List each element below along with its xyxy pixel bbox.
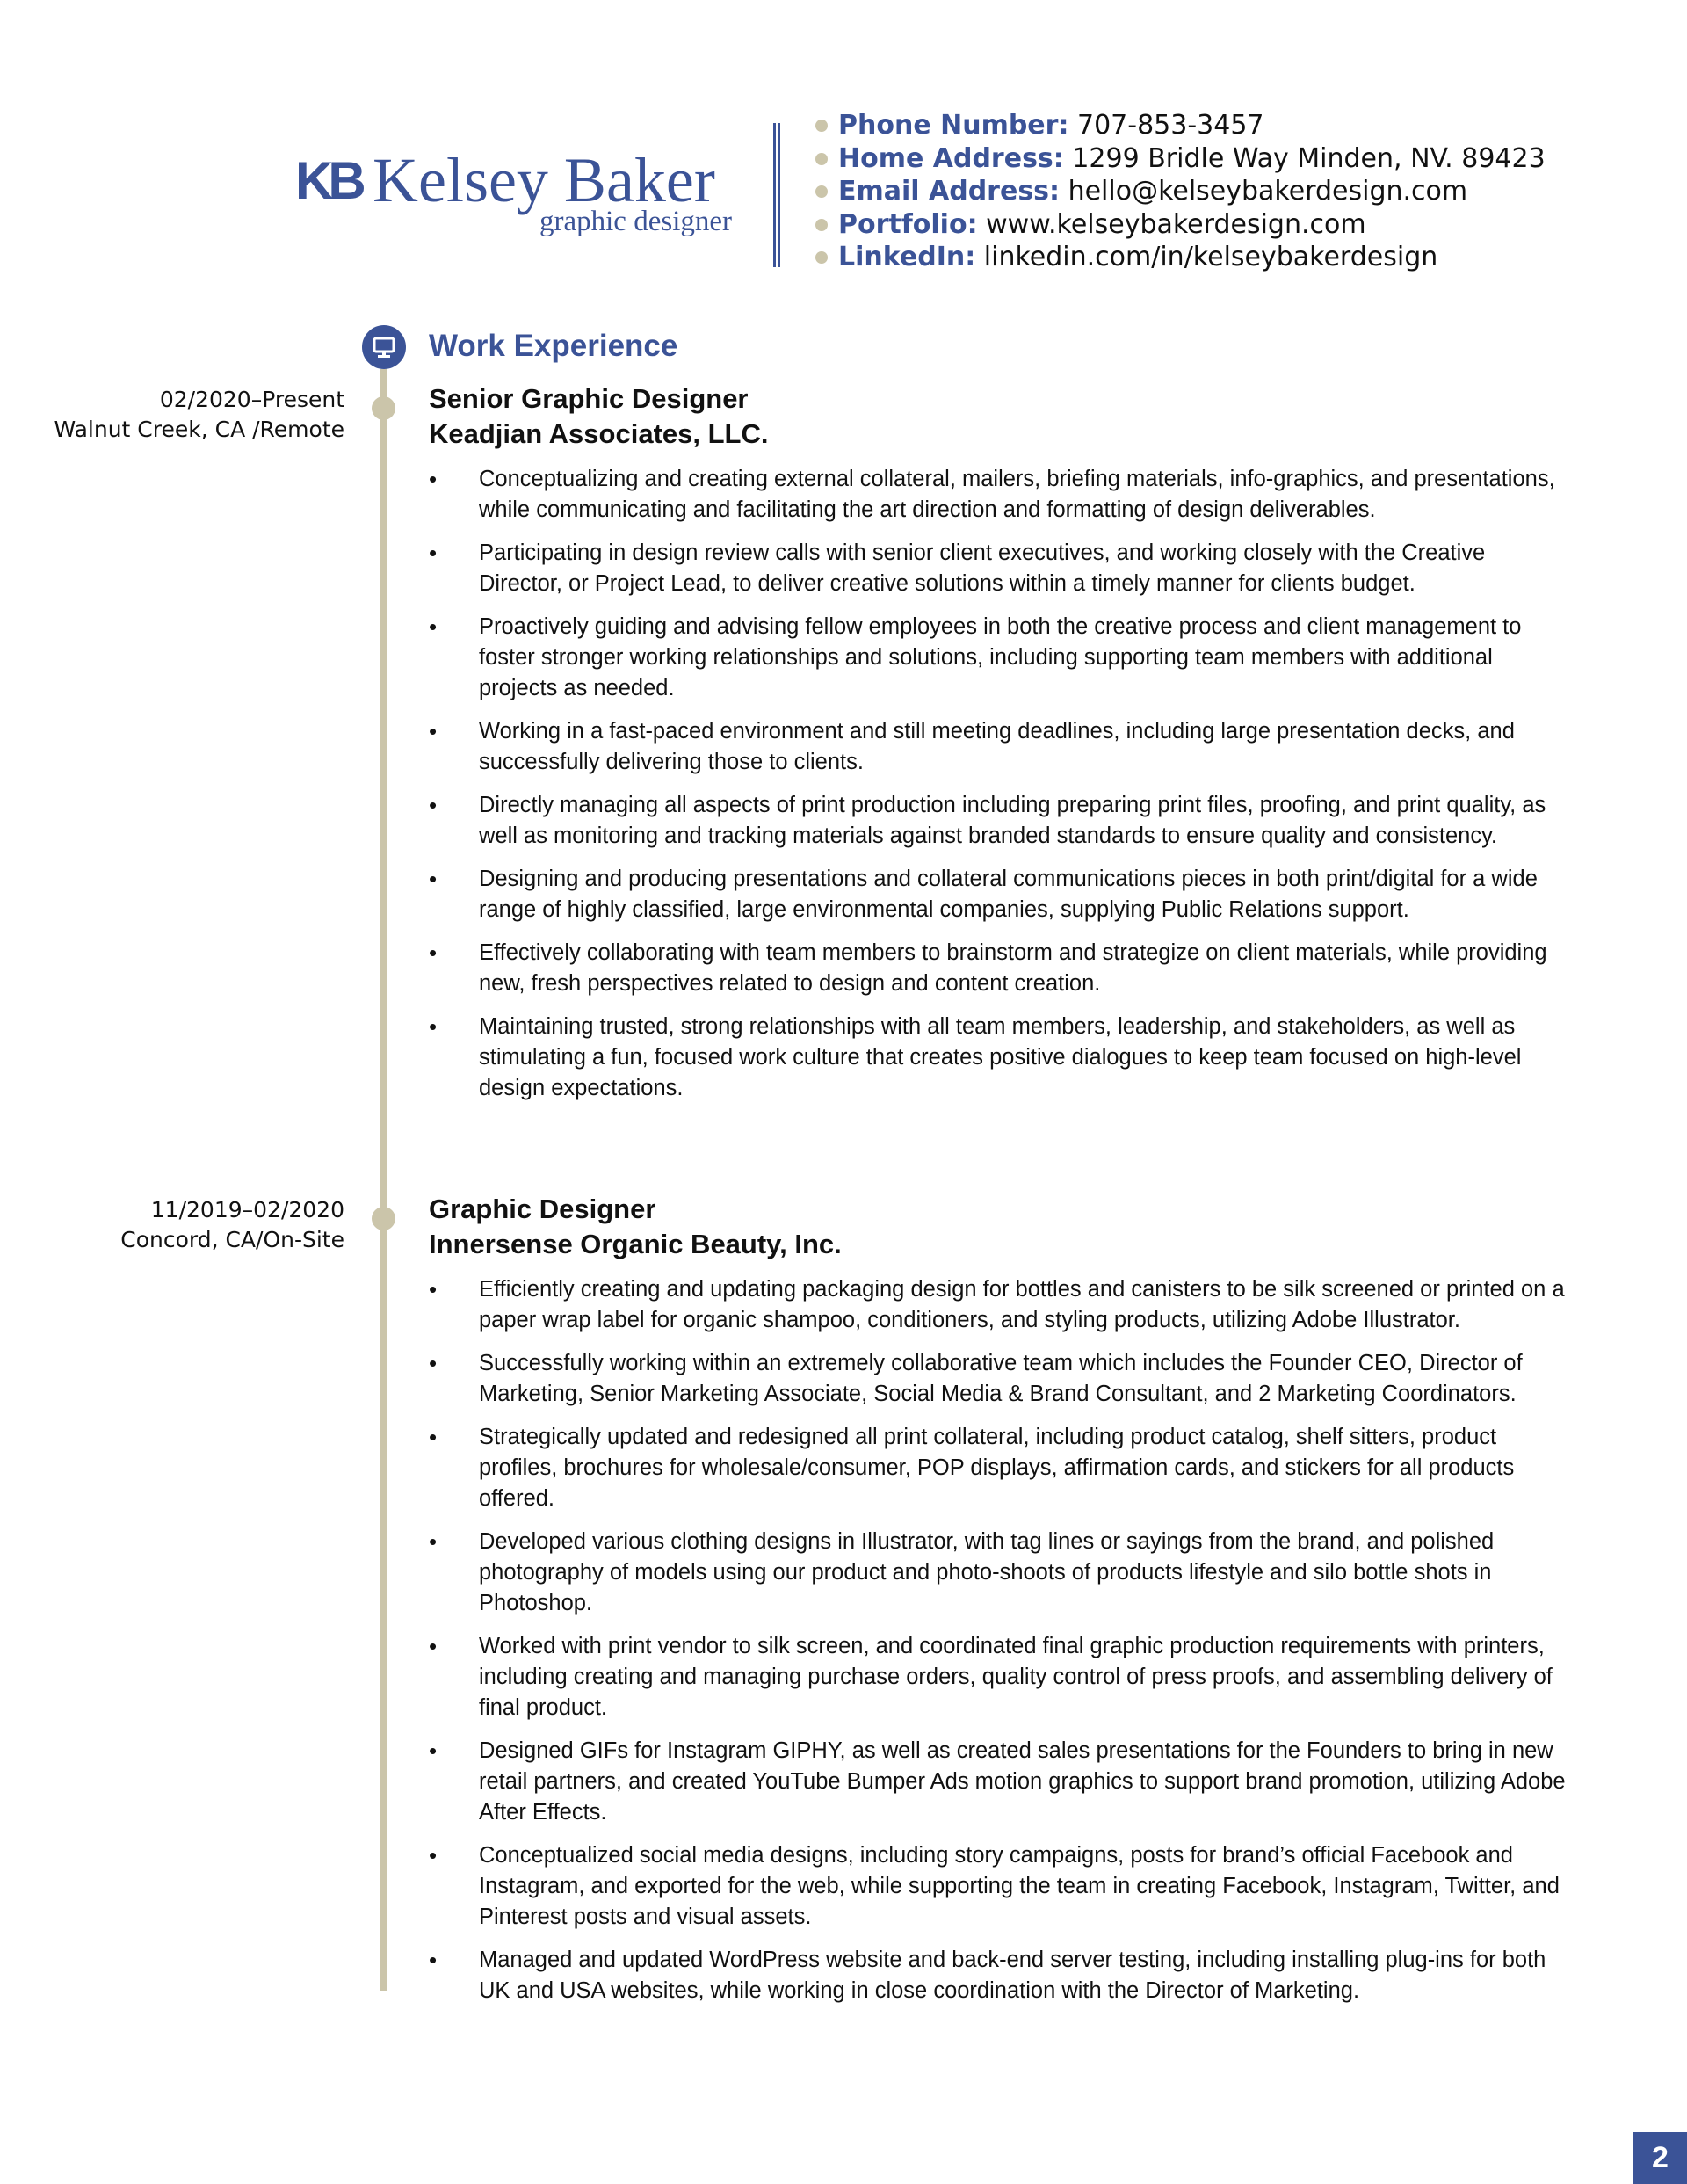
list-item: • Successfully working within an extremely collaborative team which includes the Founder CEO, Director of Marketing, Senior Marketing Associate, Social Media & Brand Consultant, and 2 Marketing Coordinators.: [429, 1348, 1571, 1410]
list-item: • Directly managing all aspects of print production including preparing print files, proofing, and print quality, as well as monitoring and tracking materials against branded standards to ensure quality and consistency.: [429, 790, 1571, 852]
list-item: • Conceptualized social media designs, including story campaigns, posts for brand’s official Facebook and Instagram, and exported for the web, while supporting the team in creating Facebook, Instagram, Twitter, and Pinterest posts and visual assets.: [429, 1840, 1571, 1933]
bullet-dot-icon: [815, 185, 828, 198]
timeline-line: [380, 369, 387, 1991]
company-name: Keadjian Associates, LLC.: [429, 418, 769, 449]
header-divider: [773, 123, 780, 267]
bullet-dot-icon: [815, 219, 828, 231]
list-item: • Strategically updated and redesigned all print collateral, including product catalog, shelf sitters, product profiles, brochures for wholesale/consumer, POP displays, affirmation cards, and stickers for all products offered.: [429, 1422, 1571, 1514]
timeline-dot: [372, 396, 395, 420]
list-item: • Designed GIFs for Instagram GIPHY, as well as created sales presentations for the Founders to bring in new retail partners, and created YouTube Bumper Ads motion graphics to support brand promotion, utilizing Adobe After Effects.: [429, 1736, 1571, 1828]
company-name: Innersense Organic Beauty, Inc.: [429, 1229, 842, 1259]
logo-monogram: KB: [295, 151, 361, 210]
job-dates: 11/2019–02/2020: [150, 1197, 344, 1223]
list-item: • Participating in design review calls with senior client executives, and working closely with the Creative Director, or Project Lead, to deliver creative solutions within a timely manner for clients budget.: [429, 538, 1571, 599]
list-item: • Effectively collaborating with team members to brainstorm and strategize on client materials, while providing new, fresh perspectives related to design and content creation.: [429, 938, 1571, 999]
list-item: • Conceptualizing and creating external collateral, mailers, briefing materials, info-graphics, and presentations, while communicating and facilitating the art direction and formatting of design deliverables.: [429, 464, 1571, 526]
list-item: • Managed and updated WordPress website and back-end server testing, including installing plug-ins for both UK and USA websites, while working in close coordination with the Director of Marketing.: [429, 1945, 1571, 2006]
bullet-dot-icon: [815, 120, 828, 132]
contact-list: [815, 109, 1546, 274]
job-title: Graphic Designer: [429, 1194, 656, 1224]
job-location: Walnut Creek, CA /Remote: [54, 417, 344, 442]
bullet-dot-icon: [815, 153, 828, 165]
candidate-subtitle: graphic designer: [539, 206, 732, 237]
job-bullets: [429, 1274, 1571, 2019]
contact-email: Email Address: hello@kelseybakerdesign.com: [815, 175, 1546, 208]
list-item: • Developed various clothing designs in Illustrator, with tag lines or sayings from the brand, and polished photography of models using our product and photo-shoots of products lifestyle and silo bottle shots in Photoshop.: [429, 1527, 1571, 1619]
job-location: Concord, CA/On-Site: [120, 1227, 344, 1252]
logo: [295, 142, 735, 248]
contact-address: Home Address: 1299 Bridle Way Minden, NV. 89423: [815, 142, 1546, 176]
contact-linkedin: LinkedIn: linkedin.com/in/kelseybakerdesign: [815, 241, 1546, 274]
list-item: • Worked with print vendor to silk screen, and coordinated final graphic production requirements with printers, including creating and managing purchase orders, quality control of press proofs, and assembling delivery of final product.: [429, 1631, 1571, 1723]
job-bullets: [429, 464, 1571, 1116]
monitor-icon: [362, 325, 406, 369]
list-item: • Proactively guiding and advising fellow employees in both the creative process and client management to foster stronger working relationships and solutions, including supporting team members with additional projects as needed.: [429, 612, 1571, 704]
bullet-dot-icon: [815, 251, 828, 264]
list-item: • Working in a fast-paced environment and still meeting deadlines, including large presentation decks, and successfully delivering those to clients.: [429, 716, 1571, 778]
timeline-dot: [372, 1207, 395, 1230]
list-item: • Efficiently creating and updating packaging design for bottles and canisters to be silk screened or printed on a paper wrap label for organic shampoo, conditioners, and styling products, utilizing Adobe Illustrator.: [429, 1274, 1571, 1336]
job-dates: 02/2020–Present: [159, 387, 344, 412]
list-item: • Designing and producing presentations and collateral communications pieces in both print/digital for a wide range of highly classified, large environmental companies, supplying Public Relations support.: [429, 864, 1571, 925]
job-title: Senior Graphic Designer: [429, 383, 749, 414]
page-number: 2: [1633, 2132, 1687, 2184]
candidate-name: Kelsey Baker: [373, 145, 715, 215]
list-item: • Maintaining trusted, strong relationships with all team members, leadership, and stakeholders, as well as stimulating a fun, focused work culture that creates positive dialogues to keep team focused on high-level design expectations.: [429, 1012, 1571, 1104]
contact-portfolio: Portfolio: www.kelseybakerdesign.com: [815, 208, 1546, 242]
section-title: Work Experience: [429, 329, 678, 363]
contact-phone: Phone Number: 707-853-3457: [815, 109, 1546, 142]
